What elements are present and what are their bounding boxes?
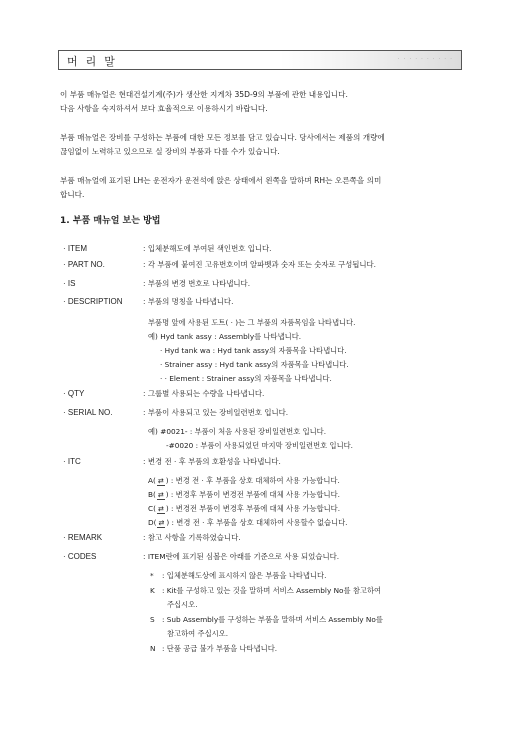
code-asterisk bbox=[150, 569, 326, 582]
header-box bbox=[58, 50, 462, 70]
itc-code-c: C( bbox=[148, 504, 156, 513]
desc-is: : 부품의 변경 번호로 나타냅니다. bbox=[143, 279, 251, 288]
swap-icon: ⇄ bbox=[158, 519, 165, 527]
itc-text-b: ) : 변경후 부품이 변경전 부품에 대체 사용 가능합니다. bbox=[165, 490, 340, 499]
code-s bbox=[150, 613, 383, 626]
intro-line-5: 부품 매뉴얼에 표기된 LH는 운전자가 운전석에 앉은 상태에서 왼쪽을 말하며 RH는 오른쪽을 의미 bbox=[60, 176, 382, 185]
description-note-5: · · Element : Strainer assy의 자품목을 나타냅니다. bbox=[160, 374, 332, 383]
swap-icon: ⇄ bbox=[157, 505, 164, 513]
label-remark: · REMARK bbox=[63, 533, 103, 542]
code-n bbox=[150, 642, 277, 655]
intro-line-3: 부품 매뉴얼은 장비를 구성하는 부품에 대한 모든 정보를 담고 있습니다. 당사에서는 제품의 개량에 bbox=[60, 133, 385, 142]
desc-remark: : 참고 사항을 기록하였습니다. bbox=[143, 533, 241, 542]
itc-text-d: ) : 변경 전 · 후 부품을 상호 대체하여 사용할수 없습니다. bbox=[166, 518, 348, 527]
desc-description: : 부품의 명칭을 나타냅니다. bbox=[143, 297, 234, 306]
row-description bbox=[0, 295, 516, 309]
code-letter-s: S bbox=[150, 615, 155, 624]
label-serial-no: · SERIAL NO. bbox=[63, 408, 113, 417]
desc-item: : 입체분해도에 부여된 색인번호 입니다. bbox=[143, 244, 272, 253]
itc-note-b bbox=[148, 488, 340, 501]
swap-icon: ⇄ bbox=[157, 477, 164, 485]
code-text-k-2: 주십시오. bbox=[167, 600, 198, 609]
label-item: · ITEM bbox=[63, 244, 87, 253]
code-text-s-2: 참고하여 주십시오. bbox=[167, 629, 229, 638]
description-note-3: · Hyd tank wa : Hyd tank assy의 자품목을 나타냅니다. bbox=[160, 346, 347, 355]
itc-text-a: ) : 변경 전 · 후 부품을 상호 대체하여 사용 가능합니다. bbox=[165, 476, 340, 485]
row-part-no bbox=[0, 258, 516, 272]
label-qty: · QTY bbox=[63, 389, 85, 398]
intro-line-6: 합니다. bbox=[60, 190, 85, 199]
row-qty bbox=[0, 387, 516, 401]
itc-text-c: ) : 변경전 부품이 변경후 부품에 대체 사용 가능합니다. bbox=[165, 504, 341, 513]
label-codes: · CODES bbox=[63, 552, 97, 561]
desc-serial-no: : 부품이 사용되고 있는 장비일련번호 입니다. bbox=[143, 408, 289, 417]
code-letter-k: K bbox=[150, 586, 155, 595]
row-codes bbox=[0, 550, 516, 564]
page-title: 머리말 bbox=[67, 55, 123, 68]
code-text-asterisk: : 입체분해도상에 표시하지 않은 부품을 나타냅니다. bbox=[162, 571, 327, 580]
row-serial-no bbox=[0, 406, 516, 420]
description-note-2: 예) Hyd tank assy : Assembly를 나타냅니다. bbox=[148, 332, 302, 341]
code-letter-n: N bbox=[150, 644, 156, 653]
code-text-k-1: : Kit를 구성하고 있는 것을 말하며 서비스 Assembly No를 참고하여 bbox=[162, 586, 382, 595]
code-letter-asterisk: * bbox=[150, 571, 154, 580]
code-text-s-1: : Sub Assembly를 구성하는 부품을 말하며 서비스 Assembly No를 bbox=[162, 615, 383, 624]
itc-note-a bbox=[148, 474, 340, 487]
code-k bbox=[150, 584, 381, 597]
swap-icon: ⇄ bbox=[157, 491, 164, 499]
row-is bbox=[0, 277, 516, 291]
row-itc bbox=[0, 455, 516, 469]
label-itc: · ITC bbox=[63, 457, 81, 466]
row-item bbox=[0, 242, 516, 256]
desc-part-no: : 각 부품에 붙여진 고유번호이며 알파벳과 숫자 또는 숫자로 구성됩니다. bbox=[143, 260, 377, 269]
desc-codes: : ITEM란에 표기된 심볼은 아래를 기준으로 사용 되었습니다. bbox=[143, 552, 340, 561]
label-part-no: · PART NO. bbox=[63, 260, 105, 269]
description-note-1: 부품명 앞에 사용된 도트( · )는 그 부품의 자품목임을 나타냅니다. bbox=[148, 318, 356, 327]
label-is: · IS bbox=[63, 279, 76, 288]
serial-note-2: -#0020 : 부품이 사용되었던 마지막 장비일련번호 입니다. bbox=[166, 441, 353, 450]
itc-code-a: A( bbox=[148, 476, 156, 485]
desc-itc: : 변경 전 · 후 부품의 호환성을 나타냅니다. bbox=[143, 457, 281, 466]
itc-note-d bbox=[148, 516, 348, 529]
code-text-n: : 단품 공급 불가 부품을 나타냅니다. bbox=[162, 644, 278, 653]
desc-qty: : 그룹별 사용되는 수량을 나타냅니다. bbox=[143, 389, 265, 398]
intro-line-1: 이 부품 매뉴얼은 현대건설기계(주)가 생산한 지게차 35D-9의 부품에 관한 내용입니다. bbox=[60, 90, 348, 99]
description-note-4: · Strainer assy : Hyd tank assy의 자품목을 나타냅니다. bbox=[160, 360, 349, 369]
intro-line-2: 다음 사항을 숙지하셔서 보다 효율적으로 이용하시기 바랍니다. bbox=[60, 104, 268, 113]
itc-note-c bbox=[148, 502, 340, 515]
label-description: · DESCRIPTION bbox=[63, 297, 123, 306]
serial-note-1: 예) #0021- : 부품이 처음 사용된 장비일련번호 입니다. bbox=[148, 427, 327, 436]
section-title: 1. 부품 매뉴얼 보는 방법 bbox=[60, 216, 161, 226]
itc-code-d: D( bbox=[148, 518, 157, 527]
row-remark bbox=[0, 531, 516, 545]
intro-line-4: 끊임없이 노력하고 있으므로 실 장비의 부품과 다를 수가 있습니다. bbox=[60, 147, 280, 156]
header-decoration: · · · · · · · · · · bbox=[397, 56, 453, 63]
itc-code-b: B( bbox=[148, 490, 156, 499]
